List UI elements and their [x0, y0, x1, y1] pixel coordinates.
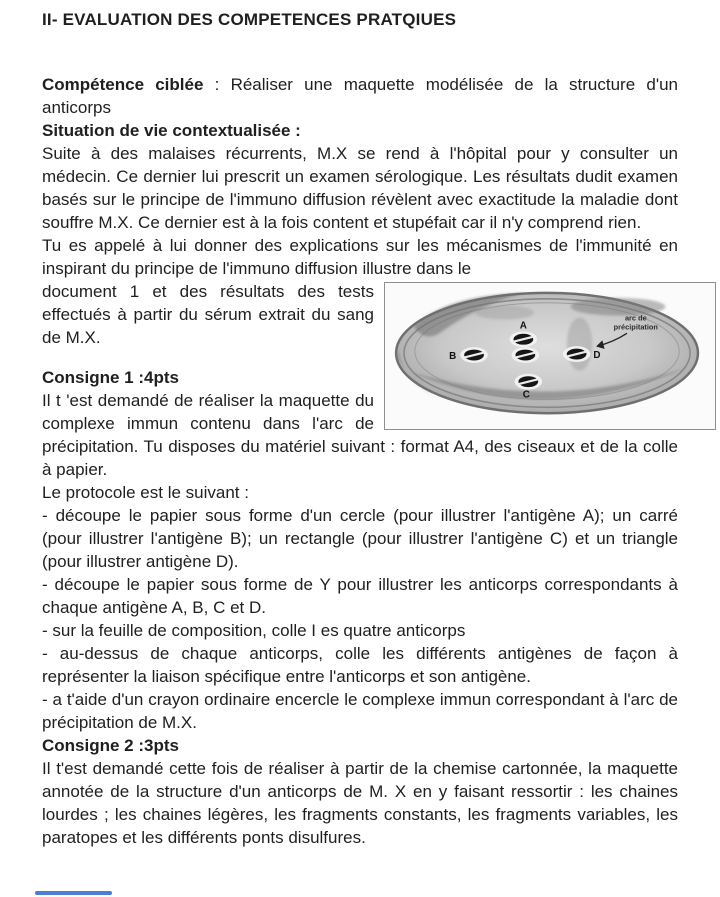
competence-separator: :	[203, 75, 231, 94]
situation-label: Situation de vie contextualisée :	[42, 121, 301, 140]
protocol-step-1: - découpe le papier sous forme d'un cercle (pour illustrer l'antigène A); un carré (pour illustrer l'antigène B); un rectangle (pour illustrer l'antigène C) et un triangle (pour illustrer antigène D).	[42, 506, 678, 571]
document-title: II- EVALUATION DES COMPETENCES PRATQIUES	[42, 10, 457, 29]
well-label-b: B	[449, 350, 457, 362]
well-label-d: D	[593, 349, 601, 361]
well-center	[512, 347, 540, 363]
competence-text: Réaliser une maquette modélisée de la structure d'un anticorps	[42, 75, 678, 117]
consigne1-intro: Il t 'est demandé de réaliser la maquette du complexe immun contenu dans l'arc de précipitation. Tu disposes du matériel suivant : format A4, des ciseaux et de la colle à papier.	[42, 391, 678, 479]
protocol-step-2: - découpe le papier sous forme de Y pour illustrer les anticorps correspondants à chaque antigène A, B, C et D.	[42, 575, 678, 617]
bottom-scroll-indicator[interactable]	[35, 891, 112, 895]
protocol-step-5: - a t'aide d'un crayon ordinaire encercle le complexe immun correspondant à l'arc de précipitation de M.X.	[42, 690, 678, 732]
situation-text-wrapped: document 1 et des résultats des tests effectués à partir du sérum extrait du sang de M.X.	[42, 282, 374, 347]
consigne1-heading: Consigne 1 :4pts	[42, 368, 179, 387]
protocol-step-3: - sur la feuille de composition, colle I es quatre anticorps	[42, 621, 466, 640]
immunodiffusion-figure	[384, 282, 716, 430]
well-c	[514, 374, 542, 390]
consigne2-text: Il t'est demandé cette fois de réaliser à partir de la chemise cartonnée, la maquette annotée de la structure d'un anticorps de M. X en y faisant ressortir : les chaines lourdes ; les chaines légères, les fragments constants, les fragments variables, les paratopes et les différents ponts disulfures.	[42, 759, 678, 847]
well-label-a: A	[519, 320, 527, 332]
arc-annotation-line1: arc de	[624, 313, 647, 323]
arc-annotation-line2: précipitation	[613, 322, 658, 332]
competence-label: Compétence ciblée	[42, 75, 204, 94]
well-b	[460, 347, 488, 363]
competence-paragraph	[42, 73, 678, 119]
situation-text: Suite à des malaises récurrents, M.X se rend à l'hôpital pour y consulter un médecin. Ce dernier lui prescrit un examen sérologique. Les résultats dudit examen basés sur le principe de l'immuno diffusion révèlent avec exactitude la maladie dont souffre M.X. Ce dernier est à la fois content et stupéfait car il n'y comprend rien.	[42, 144, 678, 232]
well-d	[563, 346, 591, 362]
well-a	[510, 331, 538, 347]
protocol-step-4: - au-dessus de chaque anticorps, colle les différents antigènes de façon à représenter la liaison spécifique entre l'anticorps et son antigène.	[42, 644, 678, 686]
protocol-intro: Le protocole est le suivant :	[42, 483, 249, 502]
petri-dish-illustration	[385, 283, 715, 429]
well-label-c: C	[522, 389, 530, 401]
situation-text-continued: Tu es appelé à lui donner des explications sur les mécanismes de l'immunité en inspirant du principe de l'immuno diffusion illustre dans le	[42, 236, 678, 278]
consigne2-heading: Consigne 2 :3pts	[42, 736, 179, 755]
wrap-zone	[42, 280, 678, 481]
